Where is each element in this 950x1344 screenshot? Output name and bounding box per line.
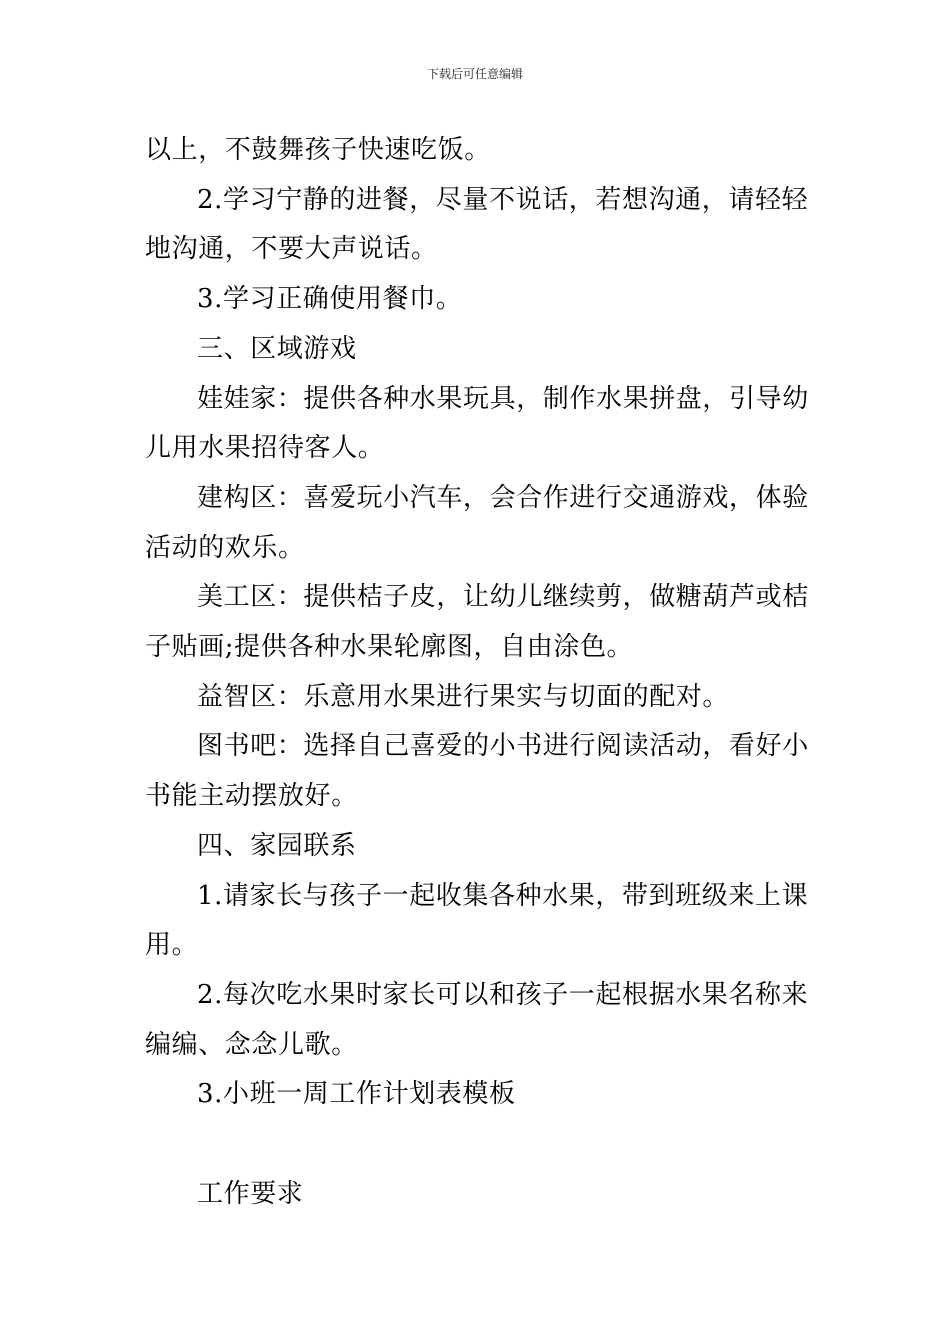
section-heading-area-games: 三、区域游戏 [197,333,357,364]
paragraph-home-item-3: 3.小班一周工作计划表模板 [197,1079,516,1110]
section-heading-home-school: 四、家园联系 [197,830,357,861]
paragraph-book-corner: 图书吧：选择自己喜爱的小书进行阅读活动，看好小书能主动摆放好。 [145,731,809,812]
paragraph-home-item-1: 1.请家长与孩子一起收集各种水果，带到班级来上课用。 [145,880,809,961]
paragraph-doll-house: 娃娃家：提供各种水果玩具，制作水果拼盘，引导幼儿用水果招待客人。 [145,383,809,464]
paragraph-home-item-2: 2.每次吃水果时家长可以和孩子一起根据水果名称来编编、念念儿歌。 [145,979,809,1060]
paragraph-continuation: 以上，不鼓舞孩子快速吃饭。 [145,135,491,165]
section-heading-work-requirements: 工作要求 [197,1178,304,1209]
paragraph-construction-area: 建构区：喜爱玩小汽车，会合作进行交通游戏，体验活动的欢乐。 [145,482,809,563]
paragraph-puzzle-area: 益智区：乐意用水果进行果实与切面的配对。 [197,681,730,712]
paragraph-art-area: 美工区：提供桔子皮，让幼儿继续剪，做糖葫芦或桔子贴画;提供各种水果轮廓图，自由涂色。 [145,582,809,663]
blank-line [145,1120,810,1170]
paragraph-item-2: 2.学习宁静的进餐，尽量不说话，若想沟通，请轻轻地沟通，不要大声说话。 [145,184,809,265]
paragraph-item-3: 3.学习正确使用餐巾。 [197,284,463,315]
page-header: 下载后可任意编辑 [426,67,523,81]
document-body [145,126,810,1219]
